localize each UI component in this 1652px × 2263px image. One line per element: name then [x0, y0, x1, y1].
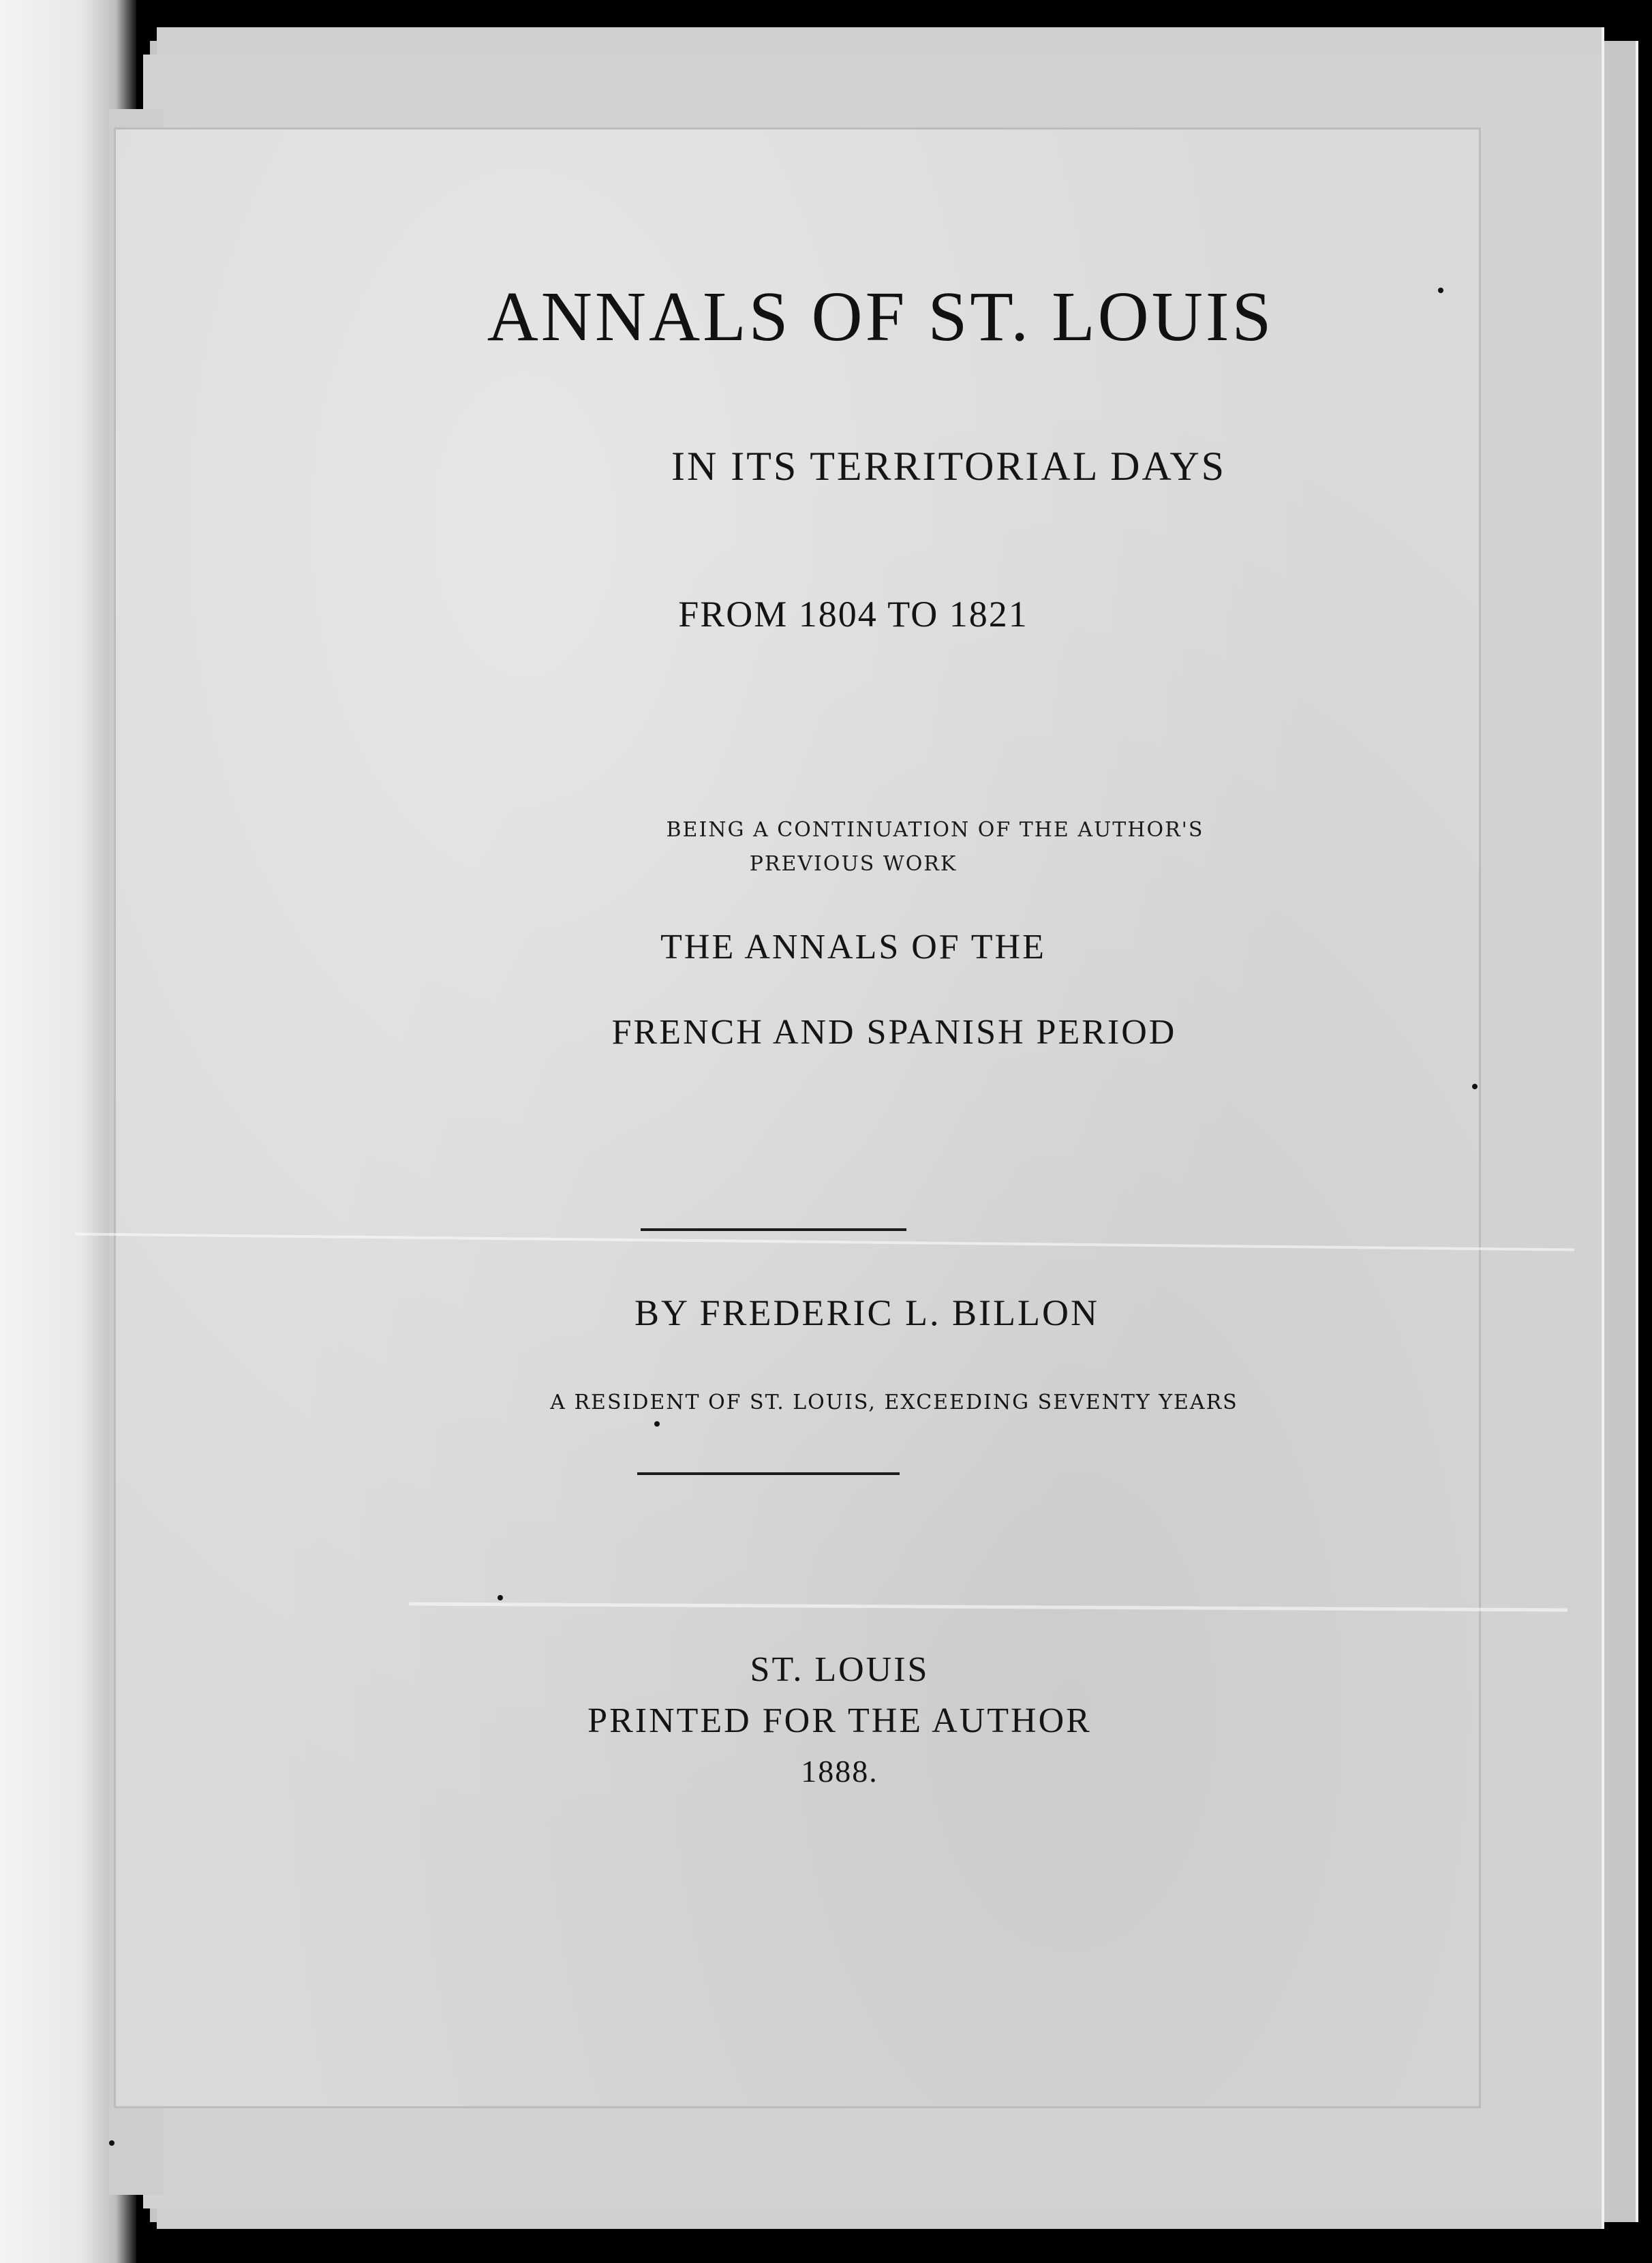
previous-work-title: FRENCH AND SPANISH PERIOD	[611, 1013, 1177, 1052]
imprint-place: ST. LOUIS	[750, 1650, 930, 1689]
divider-rule	[637, 1472, 900, 1475]
author-note: A RESIDENT OF ST. LOUIS, EXCEEDING SEVENTY YEARS	[550, 1391, 1238, 1414]
divider-rule	[641, 1228, 906, 1231]
continuation-note: PREVIOUS WORK	[749, 852, 958, 876]
previous-work-title: THE ANNALS OF THE	[660, 928, 1046, 967]
title-page	[116, 130, 1479, 2106]
imprint-printer: PRINTED FOR THE AUTHOR	[587, 1701, 1092, 1740]
ink-speck	[1438, 288, 1443, 293]
ink-speck	[1472, 1084, 1478, 1089]
author-line: BY FREDERIC L. BILLON	[634, 1292, 1099, 1333]
date-range: FROM 1804 TO 1821	[678, 594, 1028, 635]
imprint-year: 1888.	[801, 1754, 878, 1789]
ink-speck	[498, 1595, 503, 1600]
continuation-note: BEING A CONTINUATION OF THE AUTHOR'S	[666, 818, 1204, 842]
ink-speck	[109, 2140, 114, 2146]
book-subtitle: IN ITS TERRITORIAL DAYS	[671, 444, 1227, 489]
ink-speck	[654, 1421, 660, 1427]
book-title: ANNALS OF ST. LOUIS	[487, 277, 1274, 356]
